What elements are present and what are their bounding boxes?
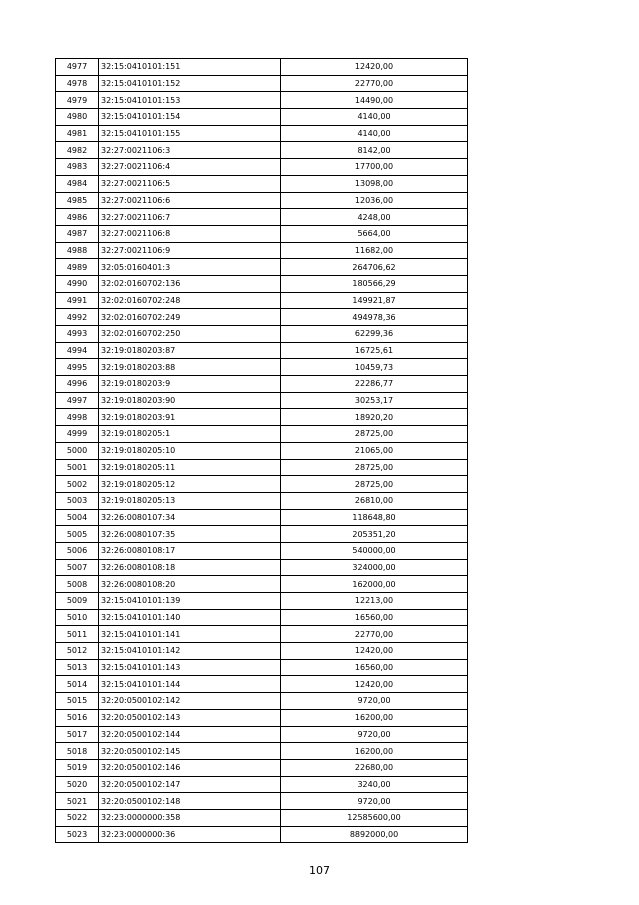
value-cell: 264706,62 [281,259,468,276]
table-row [56,359,468,376]
row-number-cell: 5012 [56,643,99,660]
row-number-cell: 4981 [56,125,99,142]
cadastral-number-cell: 32:26:0080107:35 [99,526,281,543]
cadastral-number-cell: 32:20:0500102:145 [99,743,281,760]
table-row [56,576,468,593]
value-cell: 28725,00 [281,426,468,443]
value-cell: 8892000,00 [281,826,468,843]
table-row [56,309,468,326]
value-cell: 12036,00 [281,192,468,209]
table-row [56,559,468,576]
table-row [56,659,468,676]
value-cell: 26810,00 [281,492,468,509]
cadastral-number-cell: 32:02:0160702:250 [99,326,281,343]
value-cell: 16725,61 [281,342,468,359]
value-cell: 4248,00 [281,209,468,226]
table-row [56,326,468,343]
row-number-cell: 5008 [56,576,99,593]
value-cell: 9720,00 [281,726,468,743]
row-number-cell: 4999 [56,426,99,443]
row-number-cell: 4979 [56,92,99,109]
row-number-cell: 5023 [56,826,99,843]
value-cell: 18920,20 [281,409,468,426]
table-row [56,509,468,526]
value-cell: 205351,20 [281,526,468,543]
cadastral-number-cell: 32:27:0021106:4 [99,159,281,176]
cadastral-number-cell: 32:15:0410101:144 [99,676,281,693]
cadastral-number-cell: 32:02:0160702:248 [99,292,281,309]
row-number-cell: 4977 [56,59,99,76]
table-row [56,643,468,660]
row-number-cell: 5005 [56,526,99,543]
value-cell: 11682,00 [281,242,468,259]
row-number-cell: 5001 [56,459,99,476]
cadastral-number-cell: 32:19:0180205:13 [99,492,281,509]
cadastral-number-cell: 32:23:0000000:358 [99,809,281,826]
table-row [56,526,468,543]
cadastral-number-cell: 32:15:0410101:141 [99,626,281,643]
table-row [56,726,468,743]
table-row [56,759,468,776]
table-row [56,292,468,309]
cadastral-number-cell: 32:19:0180203:9 [99,376,281,393]
value-cell: 324000,00 [281,559,468,576]
value-cell: 22680,00 [281,759,468,776]
value-cell: 13098,00 [281,175,468,192]
table-row [56,376,468,393]
cadastral-number-cell: 32:19:0180203:91 [99,409,281,426]
value-cell: 17700,00 [281,159,468,176]
row-number-cell: 4997 [56,392,99,409]
value-cell: 16560,00 [281,609,468,626]
cadastral-number-cell: 32:19:0180203:87 [99,342,281,359]
row-number-cell: 5022 [56,809,99,826]
cadastral-number-cell: 32:15:0410101:153 [99,92,281,109]
table-row [56,59,468,76]
cadastral-number-cell: 32:20:0500102:144 [99,726,281,743]
value-cell: 5664,00 [281,225,468,242]
row-number-cell: 5002 [56,476,99,493]
table-row [56,409,468,426]
table-row [56,259,468,276]
table-row [56,225,468,242]
row-number-cell: 4991 [56,292,99,309]
value-cell: 4140,00 [281,109,468,126]
value-cell: 12420,00 [281,676,468,693]
value-cell: 3240,00 [281,776,468,793]
row-number-cell: 5015 [56,693,99,710]
cadastral-value-table [55,58,468,843]
cadastral-number-cell: 32:15:0410101:139 [99,593,281,610]
table-row [56,593,468,610]
table-row [56,609,468,626]
value-cell: 149921,87 [281,292,468,309]
table-row [56,242,468,259]
cadastral-number-cell: 32:26:0080108:17 [99,542,281,559]
cadastral-number-cell: 32:15:0410101:140 [99,609,281,626]
value-cell: 118648,80 [281,509,468,526]
cadastral-number-cell: 32:23:0000000:36 [99,826,281,843]
row-number-cell: 5010 [56,609,99,626]
table-row [56,626,468,643]
cadastral-number-cell: 32:27:0021106:8 [99,225,281,242]
row-number-cell: 4978 [56,75,99,92]
table-row [56,275,468,292]
table-row [56,693,468,710]
row-number-cell: 5003 [56,492,99,509]
table-row [56,426,468,443]
value-cell: 62299,36 [281,326,468,343]
table-row [56,192,468,209]
value-cell: 28725,00 [281,476,468,493]
table-row [56,92,468,109]
cadastral-number-cell: 32:02:0160702:136 [99,275,281,292]
row-number-cell: 5020 [56,776,99,793]
cadastral-number-cell: 32:15:0410101:152 [99,75,281,92]
cadastral-number-cell: 32:19:0180205:12 [99,476,281,493]
row-number-cell: 5004 [56,509,99,526]
value-cell: 22286,77 [281,376,468,393]
cadastral-number-cell: 32:27:0021106:3 [99,142,281,159]
row-number-cell: 4987 [56,225,99,242]
value-cell: 12420,00 [281,643,468,660]
cadastral-number-cell: 32:20:0500102:142 [99,693,281,710]
row-number-cell: 4984 [56,175,99,192]
cadastral-number-cell: 32:20:0500102:143 [99,709,281,726]
cadastral-number-cell: 32:27:0021106:5 [99,175,281,192]
row-number-cell: 4980 [56,109,99,126]
value-cell: 9720,00 [281,793,468,810]
cadastral-number-cell: 32:27:0021106:7 [99,209,281,226]
row-number-cell: 4993 [56,326,99,343]
row-number-cell: 4989 [56,259,99,276]
row-number-cell: 4986 [56,209,99,226]
table-row [56,743,468,760]
row-number-cell: 5014 [56,676,99,693]
cadastral-number-cell: 32:15:0410101:142 [99,643,281,660]
cadastral-number-cell: 32:26:0080107:34 [99,509,281,526]
table-row [56,793,468,810]
row-number-cell: 5019 [56,759,99,776]
cadastral-number-cell: 32:19:0180205:11 [99,459,281,476]
table-row [56,159,468,176]
table-row [56,442,468,459]
table-row [56,342,468,359]
row-number-cell: 5007 [56,559,99,576]
table-row [56,142,468,159]
row-number-cell: 5016 [56,709,99,726]
row-number-cell: 4990 [56,275,99,292]
row-number-cell: 4988 [56,242,99,259]
cadastral-number-cell: 32:19:0180205:1 [99,426,281,443]
value-cell: 30253,17 [281,392,468,409]
value-cell: 10459,73 [281,359,468,376]
cadastral-number-cell: 32:20:0500102:148 [99,793,281,810]
row-number-cell: 4985 [56,192,99,209]
table-row [56,125,468,142]
row-number-cell: 5017 [56,726,99,743]
row-number-cell: 4996 [56,376,99,393]
value-cell: 28725,00 [281,459,468,476]
table-row [56,175,468,192]
table-row [56,75,468,92]
row-number-cell: 5009 [56,593,99,610]
table-body [56,59,468,843]
row-number-cell: 4983 [56,159,99,176]
value-cell: 12585600,00 [281,809,468,826]
row-number-cell: 4992 [56,309,99,326]
cadastral-number-cell: 32:20:0500102:146 [99,759,281,776]
value-cell: 12213,00 [281,593,468,610]
table-row [56,459,468,476]
row-number-cell: 4994 [56,342,99,359]
value-cell: 162000,00 [281,576,468,593]
value-cell: 22770,00 [281,626,468,643]
table-row [56,709,468,726]
page-number: 107 [309,864,330,877]
row-number-cell: 5000 [56,442,99,459]
table-row [56,392,468,409]
value-cell: 8142,00 [281,142,468,159]
cadastral-number-cell: 32:15:0410101:151 [99,59,281,76]
cadastral-number-cell: 32:20:0500102:147 [99,776,281,793]
row-number-cell: 5021 [56,793,99,810]
row-number-cell: 4998 [56,409,99,426]
cadastral-number-cell: 32:27:0021106:9 [99,242,281,259]
value-cell: 9720,00 [281,693,468,710]
value-cell: 16200,00 [281,743,468,760]
value-cell: 16200,00 [281,709,468,726]
value-cell: 14490,00 [281,92,468,109]
row-number-cell: 4982 [56,142,99,159]
table-row [56,826,468,843]
cadastral-number-cell: 32:19:0180203:88 [99,359,281,376]
table-row [56,476,468,493]
cadastral-number-cell: 32:19:0180203:90 [99,392,281,409]
table-row [56,209,468,226]
value-cell: 494978,36 [281,309,468,326]
table-row [56,109,468,126]
table-row [56,809,468,826]
cadastral-number-cell: 32:15:0410101:155 [99,125,281,142]
cadastral-number-cell: 32:15:0410101:143 [99,659,281,676]
row-number-cell: 5011 [56,626,99,643]
cadastral-number-cell: 32:15:0410101:154 [99,109,281,126]
table-row [56,542,468,559]
row-number-cell: 5006 [56,542,99,559]
value-cell: 22770,00 [281,75,468,92]
value-cell: 12420,00 [281,59,468,76]
row-number-cell: 5018 [56,743,99,760]
cadastral-number-cell: 32:19:0180205:10 [99,442,281,459]
table-row [56,492,468,509]
row-number-cell: 4995 [56,359,99,376]
cadastral-number-cell: 32:26:0080108:18 [99,559,281,576]
cadastral-number-cell: 32:02:0160702:249 [99,309,281,326]
cadastral-number-cell: 32:26:0080108:20 [99,576,281,593]
cadastral-number-cell: 32:27:0021106:6 [99,192,281,209]
table-row [56,776,468,793]
value-cell: 180566,29 [281,275,468,292]
value-cell: 21065,00 [281,442,468,459]
row-number-cell: 5013 [56,659,99,676]
value-cell: 540000,00 [281,542,468,559]
value-cell: 16560,00 [281,659,468,676]
value-cell: 4140,00 [281,125,468,142]
cadastral-number-cell: 32:05:0160401:3 [99,259,281,276]
table-row [56,676,468,693]
